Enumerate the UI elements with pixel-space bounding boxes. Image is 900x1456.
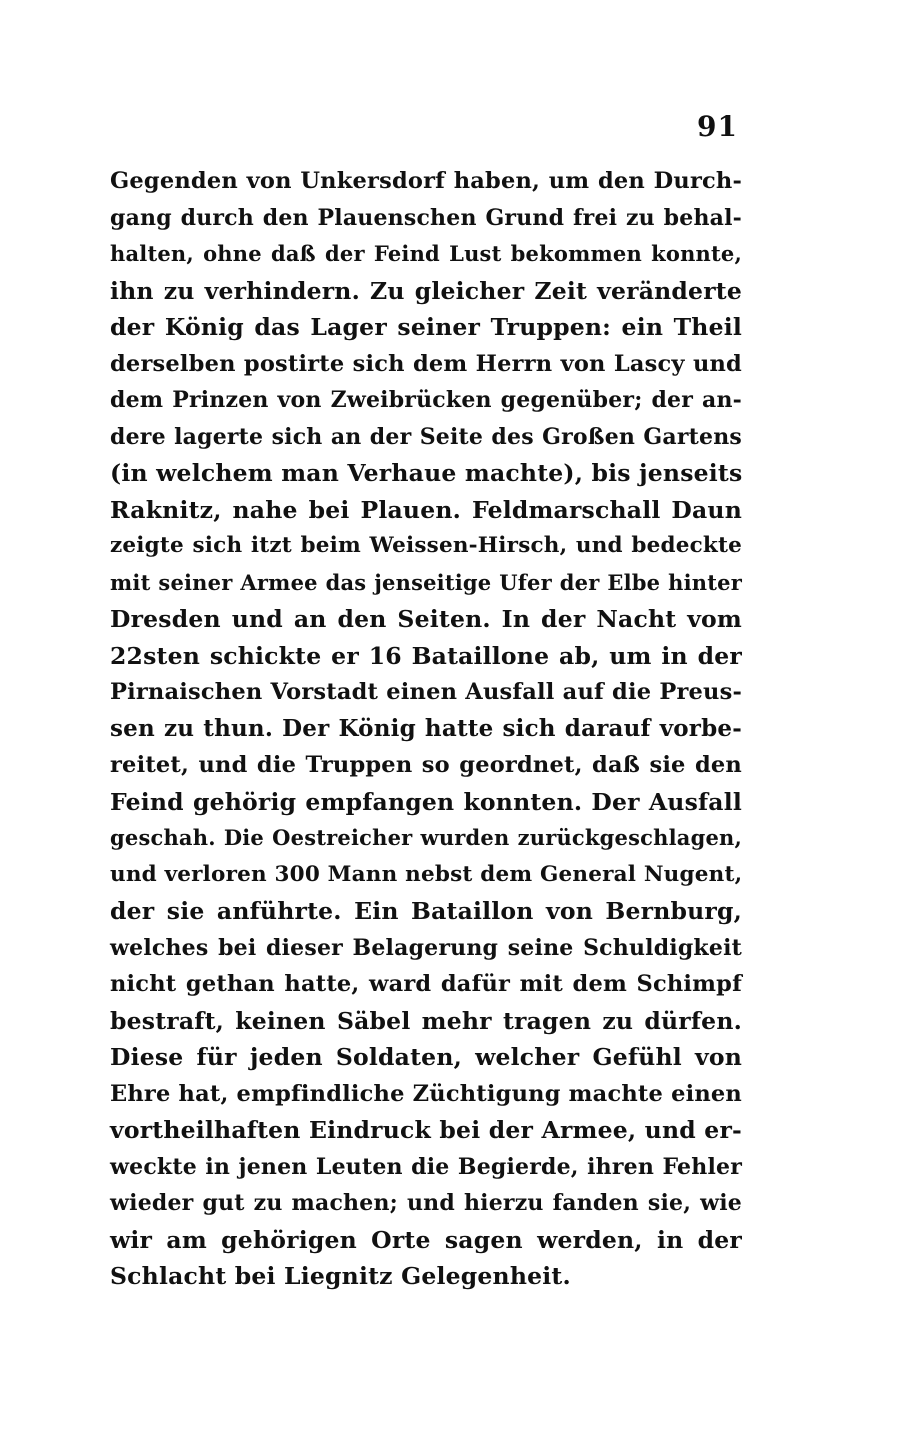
text-line: und verloren 300 Mann nebst dem General Nugent, [110,861,743,887]
text-line: welches bei dieser Belagerung seine Schuldigkeit [110,934,742,961]
text-line: sen zu thun. Der König hatte sich darauf vorbe- [110,714,742,742]
text-line: vortheilhaften Eindruck bei der Armee, und er- [110,1116,742,1144]
text-line: Schlacht bei Liegnitz Gelegenheit. [110,1262,571,1290]
text-line: geschah. Die Oestreicher wurden zurückgeschlagen, [110,825,742,850]
text-line: wieder gut zu machen; und hierzu fanden sie, wie [110,1190,742,1216]
text-line: Gegenden von Unkersdorf haben, um den Durch- [110,168,742,194]
text-line: derselben postirte sich dem Herrn von Lascy und [110,350,742,377]
text-line: Dresden und an den Seiten. In der Nacht vom [110,605,742,633]
text-line: (in welchem man Verhaue machte), bis jenseits [110,459,743,487]
page-number: 91 [697,110,738,143]
text-line: 22sten schickte er 16 Bataillone ab, um in der [110,641,742,670]
text-line: zeigte sich itzt beim Weissen-Hirsch, und bedeckte [110,533,742,558]
text-line: Ehre hat, empfindliche Züchtigung machte einen [110,1080,742,1107]
text-line: ihn zu verhindern. Zu gleicher Zeit veränderte [110,276,742,305]
text-line: dere lagerte sich an der Seite des Großen Gartens [110,423,742,450]
page-body-text [110,163,742,1295]
text-line: nicht gethan hatte, ward dafür mit dem Schimpf [110,971,742,997]
text-line: Raknitz, nahe bei Plauen. Feldmarschall Daun [110,495,742,524]
text-line: mit seiner Armee das jenseitige Ufer der Elbe hinter [110,569,742,595]
text-line: wir am gehörigen Orte sagen werden, in der [110,1225,742,1254]
text-line: Pirnaischen Vorstadt einen Ausfall auf die Preus- [110,679,742,705]
text-line: reitet, und die Truppen so geordnet, daß sie den [110,752,742,778]
text-line: gang durch den Plauenschen Grund frei zu behal- [110,204,742,231]
text-line: weckte in jenen Leuten die Begierde, ihren Fehler [110,1153,742,1180]
text-line: Feind gehörig empfangen konnten. Der Ausfall [110,787,742,816]
text-line: bestraft, keinen Säbel mehr tragen zu dürfen. [110,1006,742,1035]
text-line: der König das Lager seiner Truppen: ein Theil [110,313,742,341]
text-line: halten, ohne daß der Feind Lust bekommen konnte, [110,241,742,266]
text-line: der sie anführte. Ein Bataillon von Bernburg, [110,897,742,925]
text-line: Diese für jeden Soldaten, welcher Gefühl von [110,1043,742,1071]
text-line: dem Prinzen von Zweibrücken gegenüber; der an- [110,387,742,413]
